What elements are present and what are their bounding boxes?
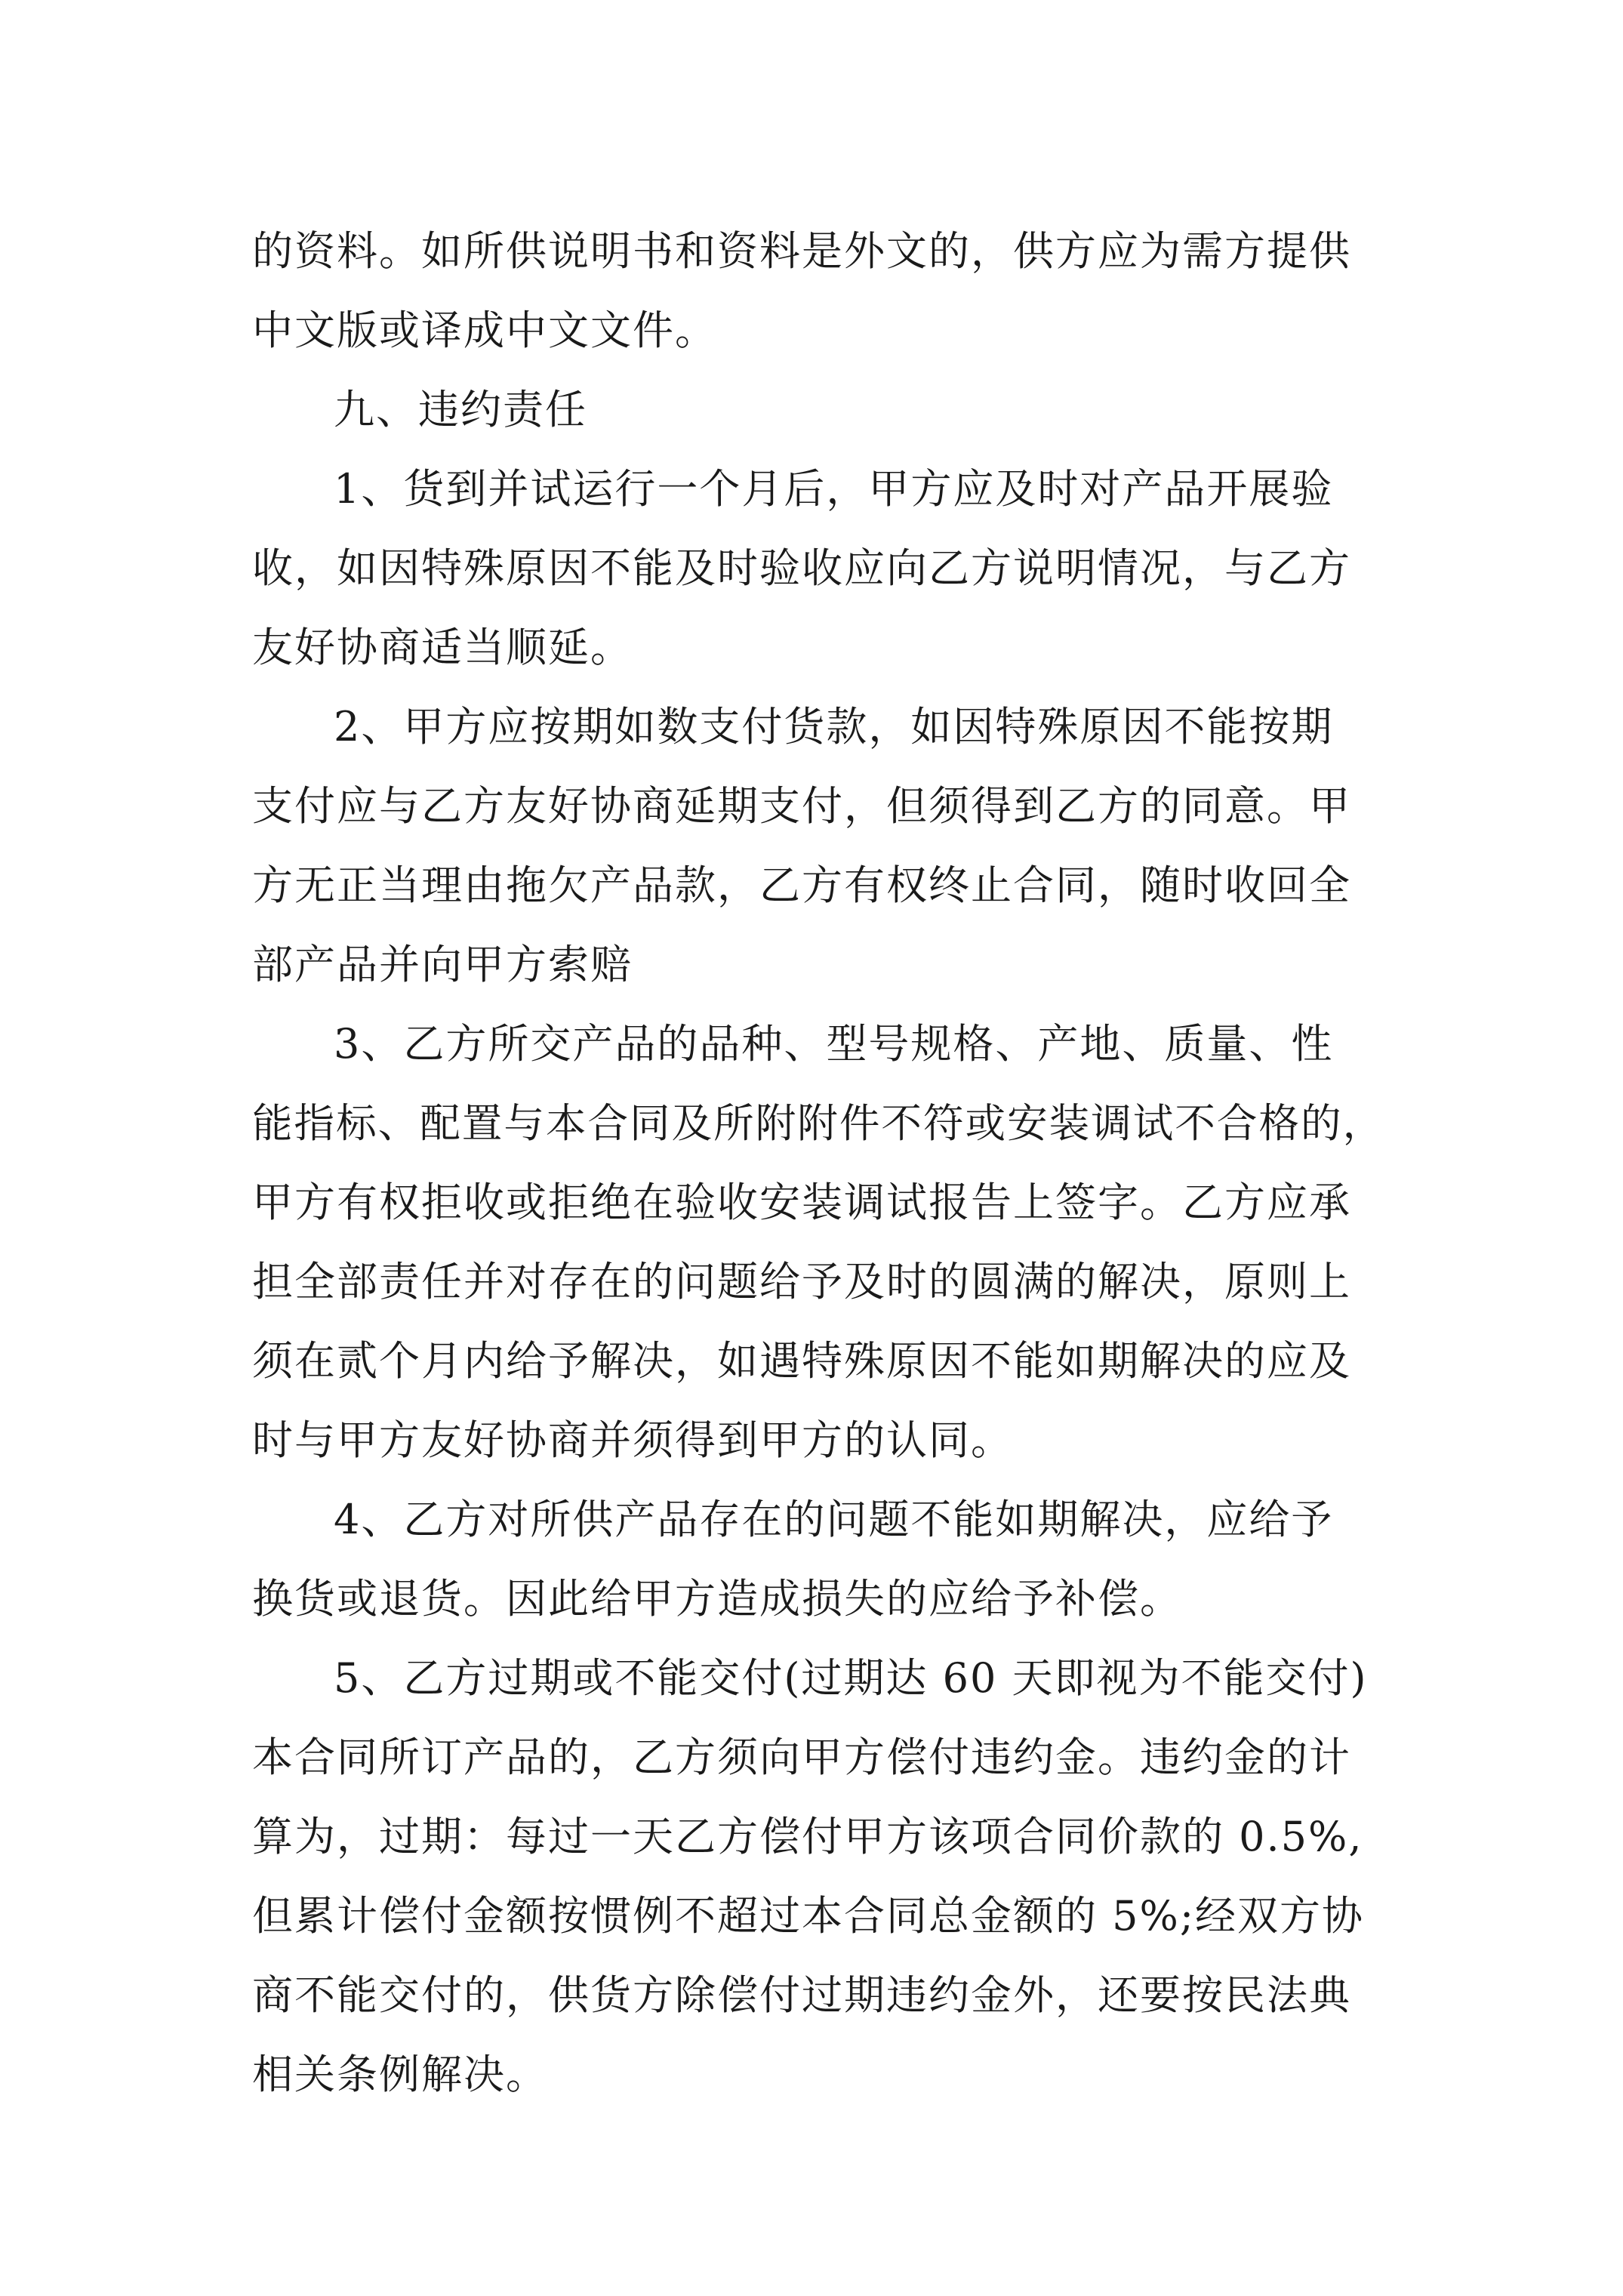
text-line: 5、乙方过期或不能交付(过期达 60 天即视为不能交付) (334, 1654, 1368, 1702)
text-line: 算为，过期：每过一天乙方偿付甲方该项合同价款的 0.5%, (252, 1813, 1363, 1860)
text-line: 时与甲方友好协商并须得到甲方的认同。 (252, 1416, 1013, 1464)
text-line: 支付应与乙方友好协商延期支付，但须得到乙方的同意。甲 (252, 782, 1351, 830)
document-body (252, 211, 1384, 2114)
text-line: 商不能交付的，供货方除偿付过期违约金外，还要按民法典 (252, 1971, 1351, 2019)
text-line: 部产品并向甲方索赔 (252, 941, 633, 988)
text-line: 中文版或译成中文文件。 (252, 307, 717, 354)
text-line: 3、乙方所交产品的品种、型号规格、产地、质量、性 (334, 1020, 1334, 1068)
text-line: 须在贰个月内给予解决，如遇特殊原因不能如期解决的应及 (252, 1337, 1351, 1385)
text-line: 4、乙方对所供产品存在的问题不能如期解决，应给予 (334, 1496, 1334, 1543)
text-line: 收，如因特殊原因不能及时验收应向乙方说明情况，与乙方 (252, 544, 1351, 592)
text-line: 甲方有权拒收或拒绝在验收安装调试报告上签字。乙方应承 (252, 1179, 1351, 1226)
text-line: 能指标、配置与本合同及所附附件不符或安装调试不合格的， (252, 1099, 1385, 1147)
text-line: 相关条例解决。 (252, 2051, 548, 2098)
text-line: 2、甲方应按期如数支付货款，如因特殊原因不能按期 (334, 703, 1334, 750)
text-line: 方无正当理由拖欠产品款，乙方有权终止合同，随时收回全 (252, 861, 1351, 909)
text-line: 换货或退货。因此给甲方造成损失的应给予补偿。 (252, 1575, 1182, 1623)
text-line: 1、货到并试运行一个月后，甲方应及时对产品开展验 (334, 465, 1334, 513)
text-line: 担全部责任并对存在的问题给予及时的圆满的解决，原则上 (252, 1258, 1351, 1305)
text-line: 的资料。如所供说明书和资料是外文的，供方应为需方提供 (252, 227, 1351, 275)
text-line: 本合同所订产品的，乙方须向甲方偿付违约金。违约金的计 (252, 1734, 1351, 1781)
text-line: 九、违约责任 (334, 386, 587, 433)
text-line: 友好协商适当顺延。 (252, 624, 633, 671)
text-line: 但累计偿付金额按惯例不超过本合同总金额的 5%;经双方协 (252, 1892, 1365, 1940)
